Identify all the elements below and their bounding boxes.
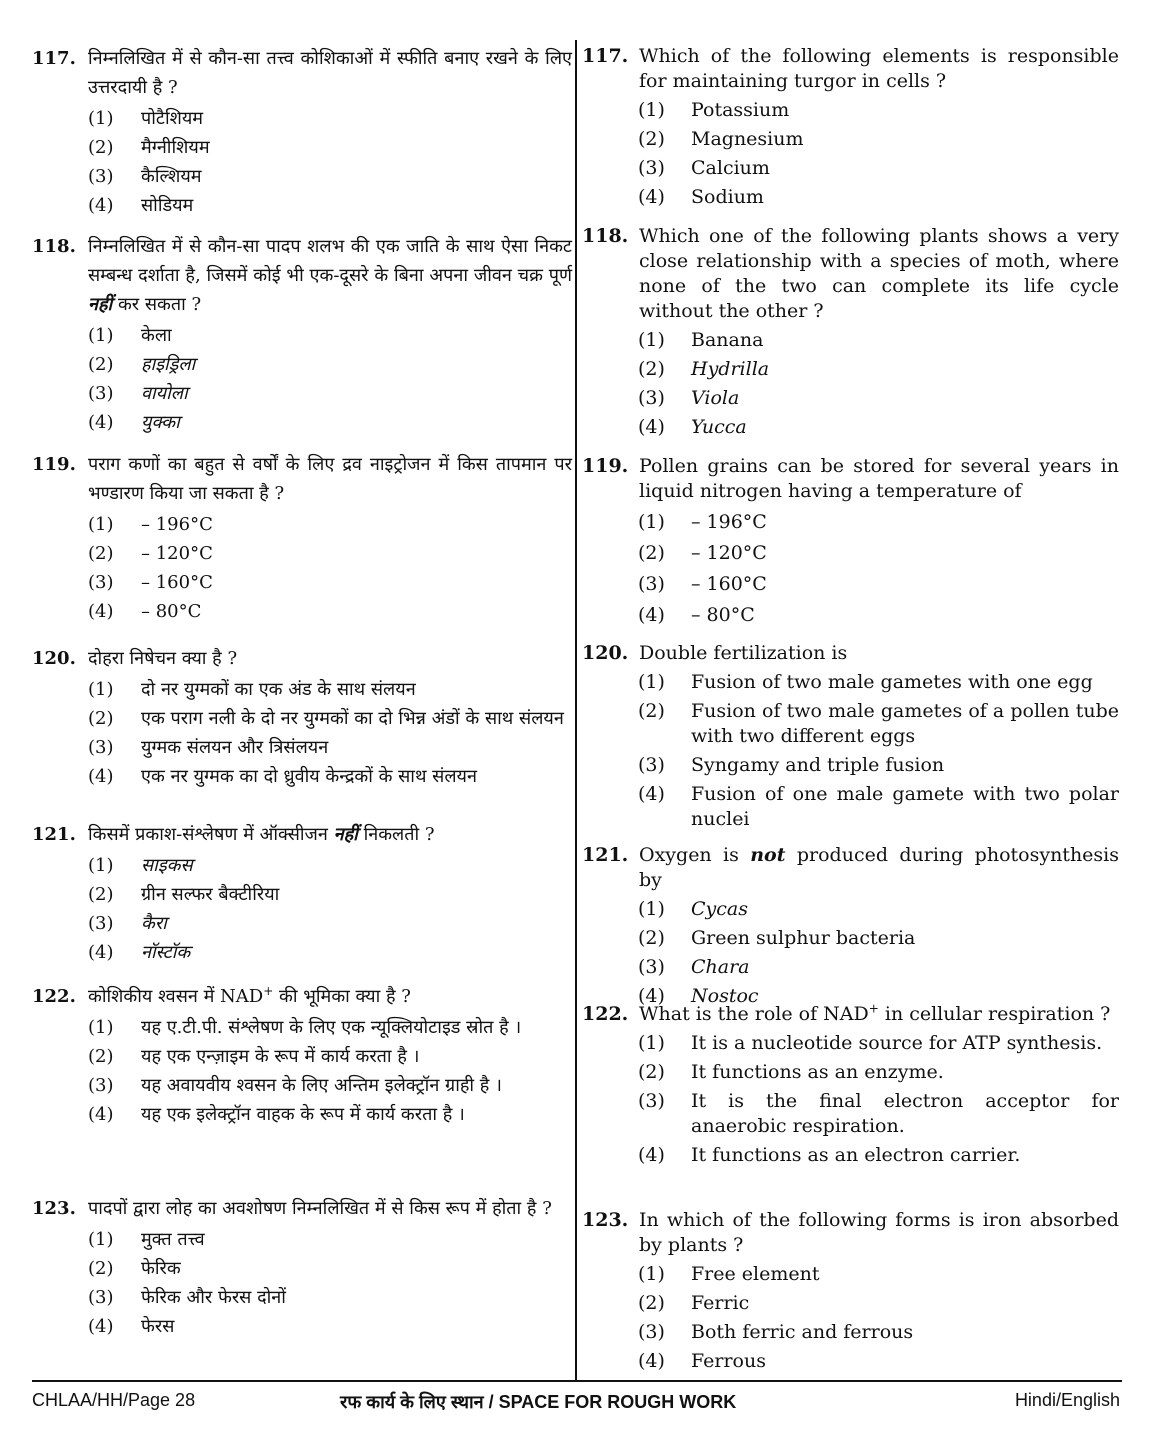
option: (2) एक पराग नली के दो नर युग्मकों का दो भिन्न अंडों के साथ संलयन — [88, 708, 564, 729]
question-123-en — [582, 1208, 1119, 1374]
question-text: Pollen grains can be stored for several years in liquid nitrogen having a temperature of — [639, 455, 1119, 502]
option: (3) Viola — [638, 387, 740, 409]
question-text: In which of the following forms is iron absorbed by plants ? — [639, 1209, 1119, 1256]
question-text: पादपों द्वारा लोह का अवशोषण निम्नलिखित में से किस रूप में होता है ? — [88, 1198, 552, 1219]
option: (3) Syngamy and triple fusion — [638, 754, 945, 776]
option: (2) Fusion of two male gametes of a pollen tube with two different eggs — [638, 700, 1119, 747]
option: (2) Hydrilla — [638, 358, 770, 380]
option: (1) Fusion of two male gametes with one egg — [638, 671, 1093, 693]
question-number: 123. — [582, 1209, 629, 1231]
option: (4) Yucca — [638, 416, 747, 438]
question-number: 120. — [582, 642, 629, 664]
hindi-column — [32, 44, 572, 1339]
question-text: Oxygen is not produced during photosynthesis by — [639, 844, 1120, 891]
option: (3) Chara — [638, 956, 750, 978]
option: (1) केला — [88, 325, 172, 346]
option: (1) It is a nucleotide source for ATP synthesis. — [638, 1032, 1103, 1054]
option: (4) Nostoc — [638, 985, 759, 1007]
option: (3) यह अवायवीय श्वसन के लिए अन्तिम इलेक्ट्रॉन ग्राही है । — [88, 1075, 502, 1096]
question-number: 117. — [582, 45, 629, 67]
option: (4) It functions as an electron carrier. — [638, 1144, 1021, 1166]
option: (1) Cycas — [638, 898, 748, 920]
rough-work-label: रफ कार्य के लिए स्थान / SPACE FOR ROUGH WORK — [340, 1392, 737, 1412]
question-number: 119. — [582, 455, 629, 477]
question-117-hi — [32, 44, 572, 232]
option: (2) मैग्नीशियम — [88, 137, 210, 158]
option: (2) Magnesium — [638, 128, 804, 150]
question-119-hi — [32, 450, 572, 644]
question-121-en — [582, 843, 1120, 1007]
question-text: Which one of the following plants shows a very close relationship with a species of moth, where none of the two can complete its life cycle without the other ? — [639, 225, 1119, 322]
question-number: 120. — [32, 648, 76, 669]
question-text: किसमें प्रकाश-संश्लेषण में ऑक्सीजन नहीं निकलती ? — [88, 824, 435, 845]
question-text: Which of the following elements is responsible for maintaining turgor in cells ? — [639, 45, 1119, 92]
option: (3) वायोला — [88, 383, 188, 404]
option: (3) कैरा — [88, 913, 167, 934]
option: (4) यह एक इलेक्ट्रॉन वाहक के रूप में कार्य करता है । — [88, 1104, 465, 1125]
question-121-hi — [32, 820, 572, 982]
question-number: 118. — [582, 225, 629, 247]
option: (2) ग्रीन सल्फर बैक्टीरिया — [88, 884, 280, 905]
option: (1) दो नर युग्मकों का एक अंड के साथ संलयन — [88, 679, 416, 700]
option: (2) फेरिक — [88, 1258, 181, 1279]
option: (2) Green sulphur bacteria — [638, 927, 916, 949]
option: (4) नॉस्टॉक — [88, 942, 191, 963]
option: (4) – 80°C — [88, 601, 202, 622]
option: (2) – 120°C — [638, 542, 767, 564]
question-118-hi — [32, 232, 572, 450]
column-divider — [575, 40, 577, 1381]
question-number: 118. — [32, 236, 76, 257]
option: (1) – 196°C — [88, 514, 213, 535]
option: (4) Sodium — [638, 186, 764, 208]
option: (4) युक्का — [88, 412, 180, 433]
question-117-en — [582, 44, 1119, 224]
question-122-en — [582, 1002, 1119, 1208]
question-number: 123. — [32, 1198, 76, 1219]
question-119-en — [582, 454, 1119, 641]
option: (2) Ferric — [638, 1292, 750, 1314]
question-118-en — [582, 224, 1119, 454]
option: (2) – 120°C — [88, 543, 213, 564]
option: (3) फेरिक और फेरस दोनों — [88, 1287, 286, 1308]
option: (4) Fusion of one male gamete with two polar nuclei — [638, 783, 1119, 830]
option: (3) Calcium — [638, 157, 770, 179]
option: (3) – 160°C — [88, 572, 213, 593]
option: (4) फेरस — [88, 1316, 175, 1337]
option: (3) It is the final electron acceptor for anaerobic respiration. — [638, 1090, 1119, 1137]
question-text: निम्नलिखित में से कौन-सा तत्त्व कोशिकाओं में स्फीति बनाए रखने के लिए उत्तरदायी है ? — [88, 48, 572, 98]
option: (1) साइकस — [88, 855, 193, 876]
question-text: पराग कणों का बहुत से वर्षों के लिए द्रव नाइट्रोजन में किस तापमान पर भण्डारण किया जा सकता है ? — [88, 454, 572, 504]
question-number: 121. — [32, 824, 76, 845]
question-text: निम्नलिखित में से कौन-सा पादप शलभ की एक जाति के साथ ऐसा निकट सम्बन्ध दर्शाता है, जिसमें कोई भी एक-दूसरे के बिना अपना जीवन चक्र पूर्ण नहीं कर सकता ? — [88, 236, 572, 315]
option: (2) यह एक एन्ज़ाइम के रूप में कार्य करता है । — [88, 1046, 420, 1067]
option: (2) It functions as an enzyme. — [638, 1061, 944, 1083]
option: (3) युग्मक संलयन और त्रिसंलयन — [88, 737, 329, 758]
option: (4) एक नर युग्मक का दो ध्रुवीय केन्द्रकों के साथ संलयन — [88, 766, 477, 787]
option: (4) सोडियम — [88, 195, 194, 216]
option: (1) Free element — [638, 1263, 820, 1285]
question-text: Double fertilization is — [639, 642, 848, 664]
page-footer — [32, 1388, 1122, 1416]
option: (1) मुक्त तत्त्व — [88, 1229, 205, 1250]
question-number: 122. — [32, 986, 76, 1007]
footer-rule — [32, 1380, 1122, 1382]
option: (4) Ferrous — [638, 1350, 766, 1372]
question-number: 122. — [582, 1003, 629, 1025]
question-text: दोहरा निषेचन क्या है ? — [88, 648, 238, 669]
question-text: कोशिकीय श्वसन में NAD+ की भूमिका क्या है ? — [88, 984, 411, 1007]
question-text: What is the role of NAD+ in cellular respiration ? — [639, 1001, 1111, 1025]
option: (1) पोटैशियम — [88, 108, 204, 129]
question-number: 121. — [582, 844, 629, 866]
option: (1) Potassium — [638, 99, 790, 121]
paper-code: CHLAA/HH/Page 28 — [32, 1390, 196, 1410]
option: (4) – 80°C — [638, 604, 755, 626]
question-120-en — [582, 641, 1119, 843]
question-number: 117. — [32, 48, 76, 69]
option: (1) यह ए.टी.पी. संश्लेषण के लिए एक न्यूक्लियोटाइड स्रोत है । — [88, 1017, 522, 1038]
option: (1) – 196°C — [638, 511, 767, 533]
question-120-hi — [32, 644, 572, 820]
english-column — [582, 44, 1119, 1374]
option: (3) कैल्शियम — [88, 166, 202, 187]
language-label: Hindi/English — [1014, 1390, 1120, 1410]
option: (3) – 160°C — [638, 573, 767, 595]
option: (3) Both ferric and ferrous — [638, 1321, 914, 1343]
option: (1) Banana — [638, 329, 764, 351]
question-122-hi — [32, 982, 572, 1194]
question-123-hi — [32, 1194, 572, 1339]
question-number: 119. — [32, 454, 76, 475]
option: (2) हाइड्रिला — [88, 354, 196, 375]
